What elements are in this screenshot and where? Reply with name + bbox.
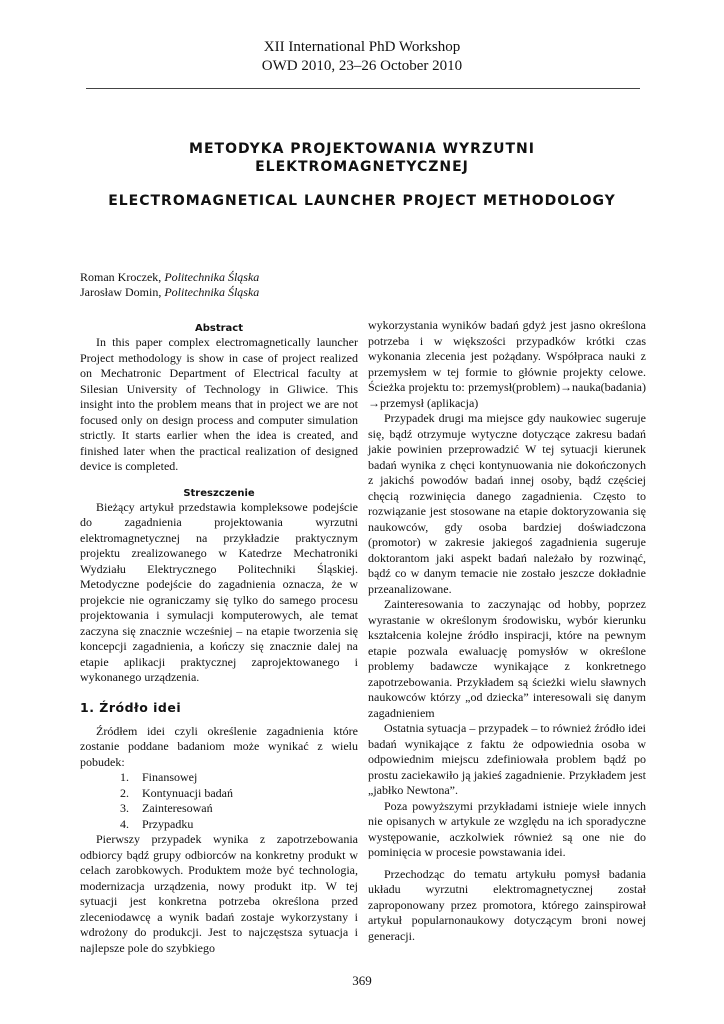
paragraph-other: Poza powyższymi przykładami istnieje wiele innych nie opisanych w artykule ze względu na ich sporadyczne występowanie, aczkolwiek również są one nie do pominięcia w procesie powstawania idei. (368, 798, 646, 859)
paragraph-second-case: Przypadek drugi ma miejsce gdy naukowiec sugeruje się, bądź otrzymuje wytyczne dotyczące zakresu badań jakie powinien przeprowadzić W tej sytuacji kierunek badań wynika z chęci kontynuowania nie dokończonych z jakichś powodów badań innej osoby, bądź częściej chęcią rozwinięcia danego zagadnienia. Często to rozwiązanie jest stosowane na etapie doktoryzowania się naukowców, gdy osoba bardziej doświadczona (promotor) w zakresie jakiegoś zagadnienia sugeruje doktorantom jaki aspekt badań należało by rozwinąć, bądź co w danym temacie nie zostało jeszcze dokładnie przeanalizowane. (368, 411, 646, 596)
right-column (368, 318, 646, 944)
motivation-list (80, 770, 358, 832)
author-2-affiliation: Politechnika Śląska (164, 285, 260, 299)
list-item: 1. Finansowej (120, 770, 198, 784)
paper-title-polish-line1: METODYKA PROJEKTOWANIA WYRZUTNI (189, 141, 535, 157)
list-item: 4. Przypadku (120, 816, 194, 831)
section-1-intro: Źródłem idei czyli określenie zagadnienia które zostanie poddane badaniom może wynikać z wielu pobudek: (80, 723, 358, 769)
section-1-heading: 1. Źródło idei (80, 699, 182, 715)
workshop-title: XII International PhD Workshop (263, 39, 461, 55)
list-item: 2. Kontynuacji badań (120, 785, 233, 800)
paragraph-interests: Zainteresowania to zaczynając od hobby, poprzez wyrastanie w określonym środowisku, wybór kierunku kształcenia kolejne źródło inspiracji, które na pewnym etapie pozwala ewaluację pomysłów w określone problemy badawcze wynikające z konkretnego zapotrzebowania. Przykładem są ścieżki wielu sławnych naukowców którzy „od dziecka” interesowali się danym zagadnieniem (368, 597, 646, 720)
author-2 (80, 285, 259, 300)
abstract-heading: Abstract (194, 323, 244, 334)
author-1 (80, 270, 259, 285)
paper-title-english: ELECTROMAGNETICAL LAUNCHER PROJECT METHODOLOGY (108, 193, 616, 209)
streszczenie-text: Bieżący artykuł przedstawia kompleksowe podejście do zagadnienia projektowania wyrzutni elektromagnetycznej na przykładzie praktycznym projektu zrealizowanego w Katedrze Mechatroniki Wydziału Elektrycznego Politechniki Śląskiej. Metodyczne podejście do zagadnienia oznacza, że w projekcie nie ograniczamy się tylko do samego procesu projektowania i symulacji komputerowych, ale temat zaczyna się znacznie wcześniej – na etapie tworzenia się koncepcji zagadnienia, a kończy się znacznie dalej na etapie aplikacji praktycznej zaprojektowanego i wykonanego urządzenia. (80, 499, 358, 684)
section-1-paragraph: Pierwszy przypadek wynika z zapotrzebowania odbiorcy bądź grupy odbiorców na konkretny produkt w celach zarobkowych. Produktem może być technologia, modernizacja urządzenia, nowy produkt itp. W tej sytuacji jest konkretna potrzeba określona przed zleceniodawcę a wynik badań zostaje wykorzystany i wdrożony do produkcji. Jest to najczęstsza sytuacja i najlepsze pole do szybkiego (80, 832, 358, 955)
paragraph-continued: wykorzystania wyników badań gdyż jest jasno określona potrzeba i w większości przypadków krótki czas wykonania zlecenia jest pożądany. Współpraca nauki z przemysłem w tej formie to głównie projekty celowe. Ścieżka projektu to: przemysł(problem)→nauka(badania) →przemysł (aplikacja) (368, 318, 646, 410)
author-2-name: Jarosław Domin, (80, 285, 165, 299)
streszczenie-heading: Streszczenie (183, 487, 255, 499)
list-item: 3. Zainteresowań (120, 801, 213, 815)
author-1-affiliation: Politechnika Śląska (164, 270, 260, 284)
page-number: 369 (352, 973, 372, 988)
paper-title-polish (40, 140, 684, 176)
workshop-date: OWD 2010, 23–26 October 2010 (261, 58, 463, 74)
paper-title-polish-line2: ELEKTROMAGNETYCZNEJ (255, 159, 469, 175)
paragraph-chance: Ostatnia sytuacja – przypadek – to również źródło idei badań wynikające z faktu że odpowiednia osoba w odpowiednim miejscu zdefiniowała problem bądź po prostu zaciekawiło ją jakieś zagadnienie. Przykładem jest „jabłko Newtona”. (368, 721, 646, 797)
left-column (80, 318, 358, 956)
header-divider (86, 88, 640, 89)
author-list (80, 270, 259, 300)
abstract-text: In this paper complex electromagnetically launcher Project methodology is show in case of project realized on Mechatronic Department of Electrical faculty at Silesian University of Technology in Gliwice. This insight into the problem means that in project we are not focused only on design process and computer simulation strictly. It starts earlier when the idea is created, and finished later when the practical realization of designed device is completed. (80, 335, 358, 473)
author-1-name: Roman Kroczek, (80, 270, 165, 284)
paragraph-topic: Przechodząc do tematu artykułu pomysł badania układu wyrzutni elektromagnetycznej został zaproponowany przez promotora, którego zainspirował artykuł popularnonaukowy dotyczącym broni nowej generacji. (368, 866, 646, 943)
